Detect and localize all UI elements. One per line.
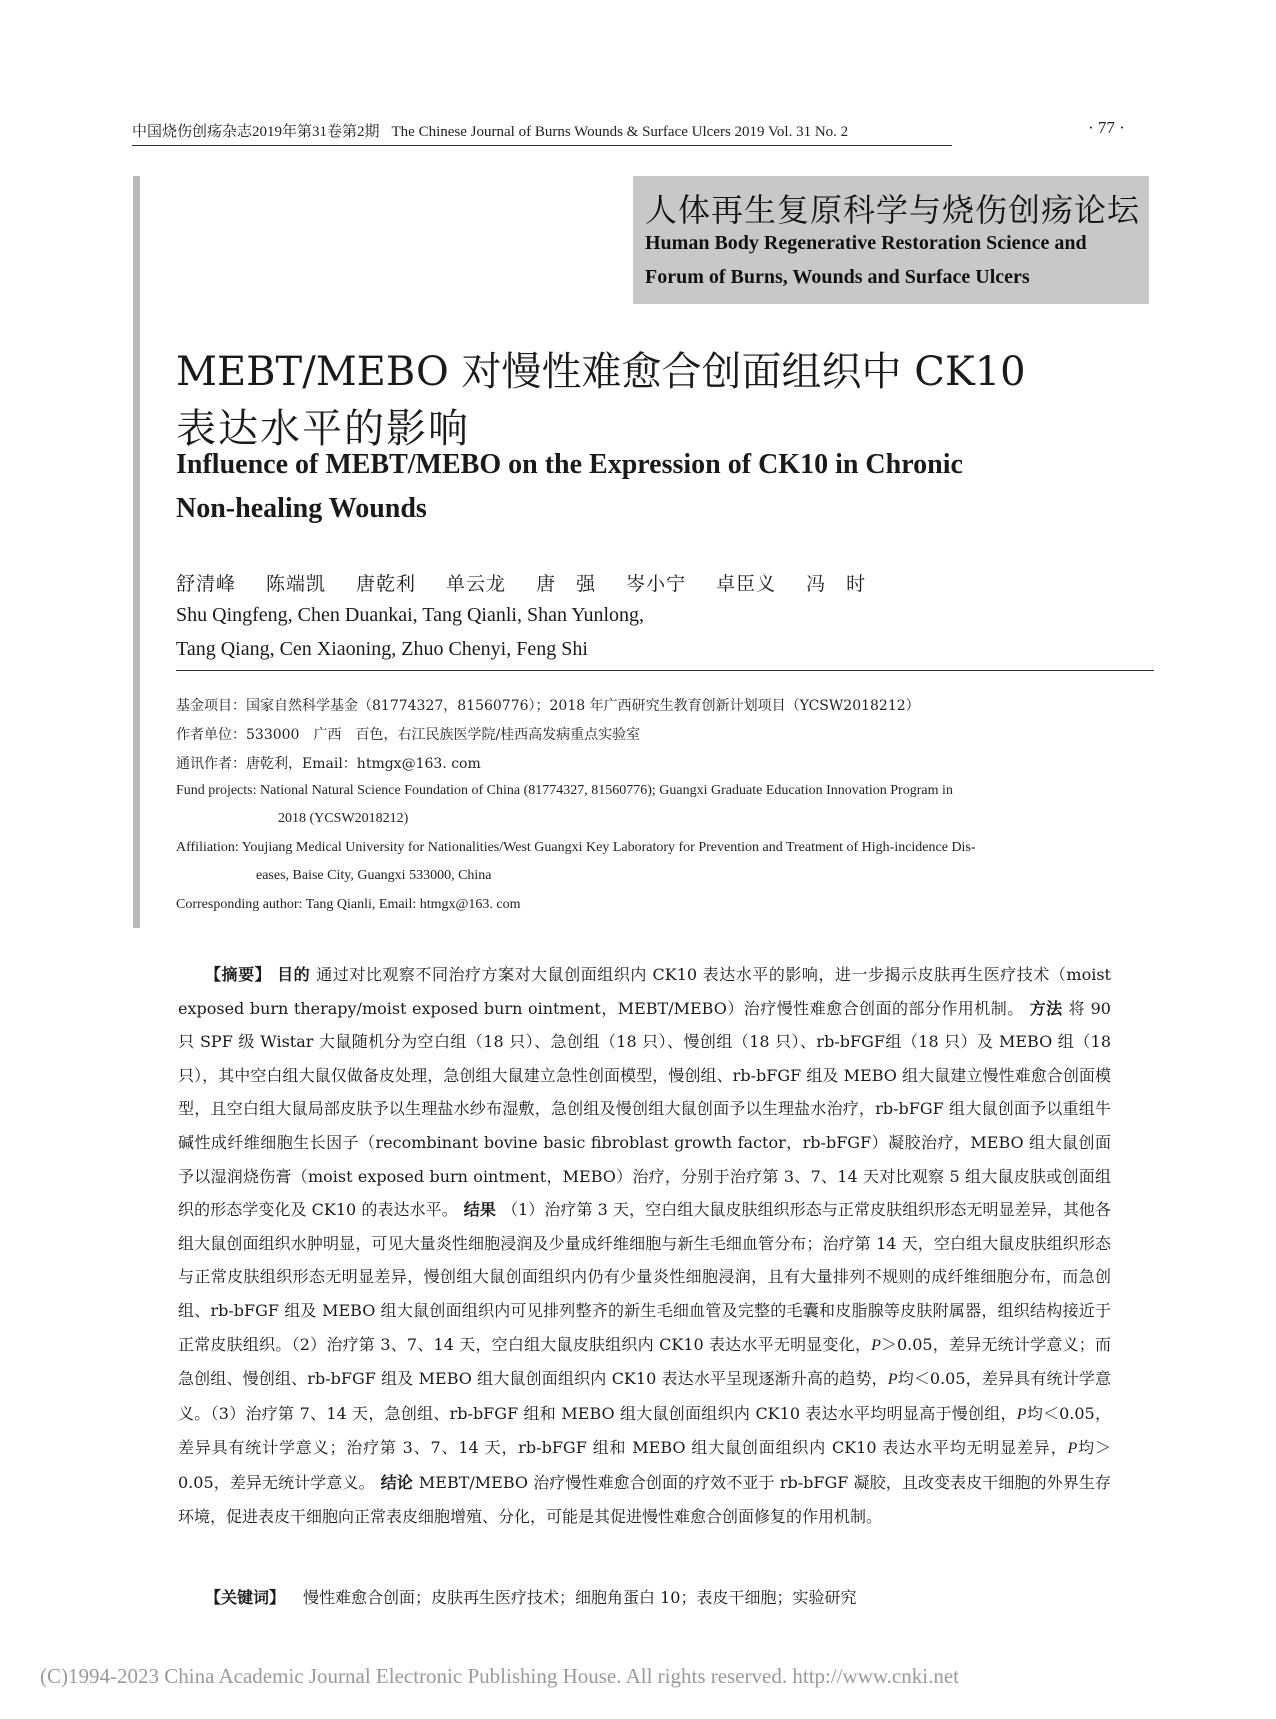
article-title-cn-line2: 表达水平的影响 [176,406,470,452]
affiliation-en-line1: Affiliation: Youjiang Medical University for Nationalities/West Guangxi Key Laboratory for Prevention and Treatment of High-incidence Dis- [176,840,976,855]
author-cn: 岑小宁 [626,573,687,595]
forum-title-cn: 人体再生复原科学与烧伤创疡论坛 [645,191,1141,229]
authors-rule [176,670,1154,671]
author-cn: 陈端凯 [266,573,327,595]
fund-projects-en-line1: Fund projects: National Natural Science Foundation of China (81774327, 81560776); Guangxi Graduate Education Innovation Program in [176,783,953,798]
forum-title-en-line1: Human Body Regenerative Restoration Science and [645,232,1087,254]
keywords-text: 慢性难愈合创面；皮肤再生医疗技术；细胞角蛋白 10；表皮干细胞；实验研究 [303,1588,857,1607]
journal-name-en: The Chinese Journal of Burns Wounds & Surface Ulcers 2019 Vol. 31 No. 2 [391,124,849,140]
conclusion-label: 结论 [380,1472,413,1492]
corresponding-author-cn: 通讯作者：唐乾利，Email：htmgx@163. com [176,756,481,772]
authors-en-line2: Tang Qiang, Cen Xiaoning, Zhuo Chenyi, Feng Shi [176,638,588,660]
article-title-cn-line1: MEBT/MEBO 对慢性难愈合创面组织中 CK10 [176,349,1026,395]
keywords-label: 【关键词】 [205,1588,286,1607]
results-text: ＞0.05，差异无统计学意义；而急创组、慢创组、rb-bFGF 组及 MEBO 组大鼠创面组织内 CK10 表达水平呈现逐渐升高的趋势， [178,1334,1111,1389]
keywords [205,1585,856,1608]
copyright-footer: (C)1994-2023 China Academic Journal Electronic Publishing House. All rights reserved. http://www.cnki.net [40,1664,959,1688]
author-cn: 唐 强 [536,573,597,595]
page-number: · 77 · [1088,118,1125,137]
article-title-en-line2: Non-healing Wounds [176,493,427,524]
objective-text: 通过对比观察不同治疗方案对大鼠创面组织内 CK10 表达水平的影响，进一步揭示皮肤再生医疗技术（moist exposed burn therapy/moist exposed burn ointment，MEBT/MEBO）治疗慢性难愈合创面的部分作用机制。 [178,965,1111,1018]
results-text: 均＜0.05，差异具有统计学意义。（3）治疗第 7、14 天，急创组、rb-bFGF 组和 MEBO 组大鼠创面组织内 CK10 表达水平均明显高于慢创组， [178,1369,1111,1423]
results-label: 结果 [463,1200,496,1220]
author-cn: 单云龙 [446,573,507,595]
abstract-body [178,958,1111,1533]
results-text: 均＞0.05，差异无统计学意义。 [178,1438,1111,1492]
corresponding-author-en: Corresponding author: Tang Qianli, Email: htmgx@163. com [176,897,521,912]
header-rule [132,145,952,146]
authors-cn [176,569,896,596]
affiliation-cn: 作者单位：533000 广西 百色，右江民族医学院/桂西高发病重点实验室 [176,727,641,743]
affiliation-en-line2: eases, Baise City, Guangxi 533000, China [256,868,492,883]
running-header [132,120,848,141]
abstract-label: 【摘要】 [205,965,272,984]
journal-name-cn: 中国烧伤创疡杂志2019年第31卷第2期 [132,124,380,140]
p-value-symbol: P [1016,1405,1027,1423]
author-cn: 卓臣义 [716,573,777,595]
fund-projects-en-line2: 2018 (YCSW2018212) [278,811,409,826]
p-value-symbol: P [871,1336,881,1354]
authors-en-line1: Shu Qingfeng, Chen Duankai, Tang Qianli, Shan Yunlong, [176,604,644,626]
forum-title-en-line2: Forum of Burns, Wounds and Surface Ulcers [645,266,1030,288]
article-title-en-line1: Influence of MEBT/MEBO on the Expression of CK10 in Chronic [176,449,963,480]
author-cn: 舒清峰 [176,573,237,595]
p-value-symbol: P [1067,1440,1078,1458]
author-cn: 唐乾利 [356,573,417,595]
abstract [178,958,1111,1533]
methods-label: 方法 [1029,998,1063,1018]
results-text: （1）治疗第 3 天，空白组大鼠皮肤组织形态与正常皮肤组织形态无明显差异，其他各组大鼠创面组织水肿明显，可见大量炎性细胞浸润及少量成纤维细胞与新生毛细血管分布；治疗第 14 天，空白组大鼠皮肤组织形态与正常皮肤组织形态无明显差异，慢创组大鼠创面组织内仍有少量炎性细胞浸润，且有大量排列不规则的成纤维细胞分布，而急创组、rb-bFGF 组及 MEBO 组大鼠创面组织内可见排列整齐的新生毛细血管及完整的毛囊和皮脂腺等皮肤附属器，组织结构接近于正常皮肤组织。（2）治疗第 3、7、14 天，空白组大鼠皮肤组织内 CK10 表达水平无明显变化， [178,1200,1111,1354]
column-bar [133,176,140,928]
results-text: 均＜0.05，差异具有统计学意义；治疗第 3、7、14 天，rb-bFGF 组和 MEBO 组大鼠创面组织内 CK10 表达水平均无明显差异， [178,1403,1111,1458]
objective-label: 目的 [277,965,311,984]
p-value-symbol: P [887,1371,898,1389]
methods-text: 将 90 只 SPF 级 Wistar 大鼠随机分为空白组（18 只）、急创组（18 只）、慢创组（18 只）、rb-bFGF组（18 只）及 MEBO 组（18 只），其中空白组大鼠仅做备皮处理，急创组大鼠建立急性创面模型，慢创组、rb-bFGF 组及 MEBO 组大鼠建立慢性难愈合创面模型，且空白组大鼠局部皮肤予以生理盐水纱布湿敷，急创组及慢创组大鼠创面予以生理盐水治疗，rb-bFGF 组大鼠创面予以重组牛碱性成纤维细胞生长因子（recombinant bovine basic fibroblast growth factor，rb-bFGF）凝胶治疗，MEBO 组大鼠创面予以湿润烧伤膏（moist exposed burn ointment，MEBO）治疗，分别于治疗第 3、7、14 天对比观察 5 组大鼠皮肤或创面组织的形态学变化及 CK10 的表达水平。 [178,998,1111,1220]
conclusion-text: MEBT/MEBO 治疗慢性难愈合创面的疗效不亚于 rb-bFGF 凝胶，且改变表皮干细胞的外界生存环境，促进表皮干细胞向正常表皮细胞增殖、分化，可能是其促进慢性难愈合创面修复的作用机制。 [178,1472,1111,1526]
author-cn: 冯 时 [806,573,867,595]
fund-projects-cn: 基金项目：国家自然科学基金（81774327，81560776）；2018 年广西研究生教育创新计划项目（YCSW2018212） [176,698,920,714]
